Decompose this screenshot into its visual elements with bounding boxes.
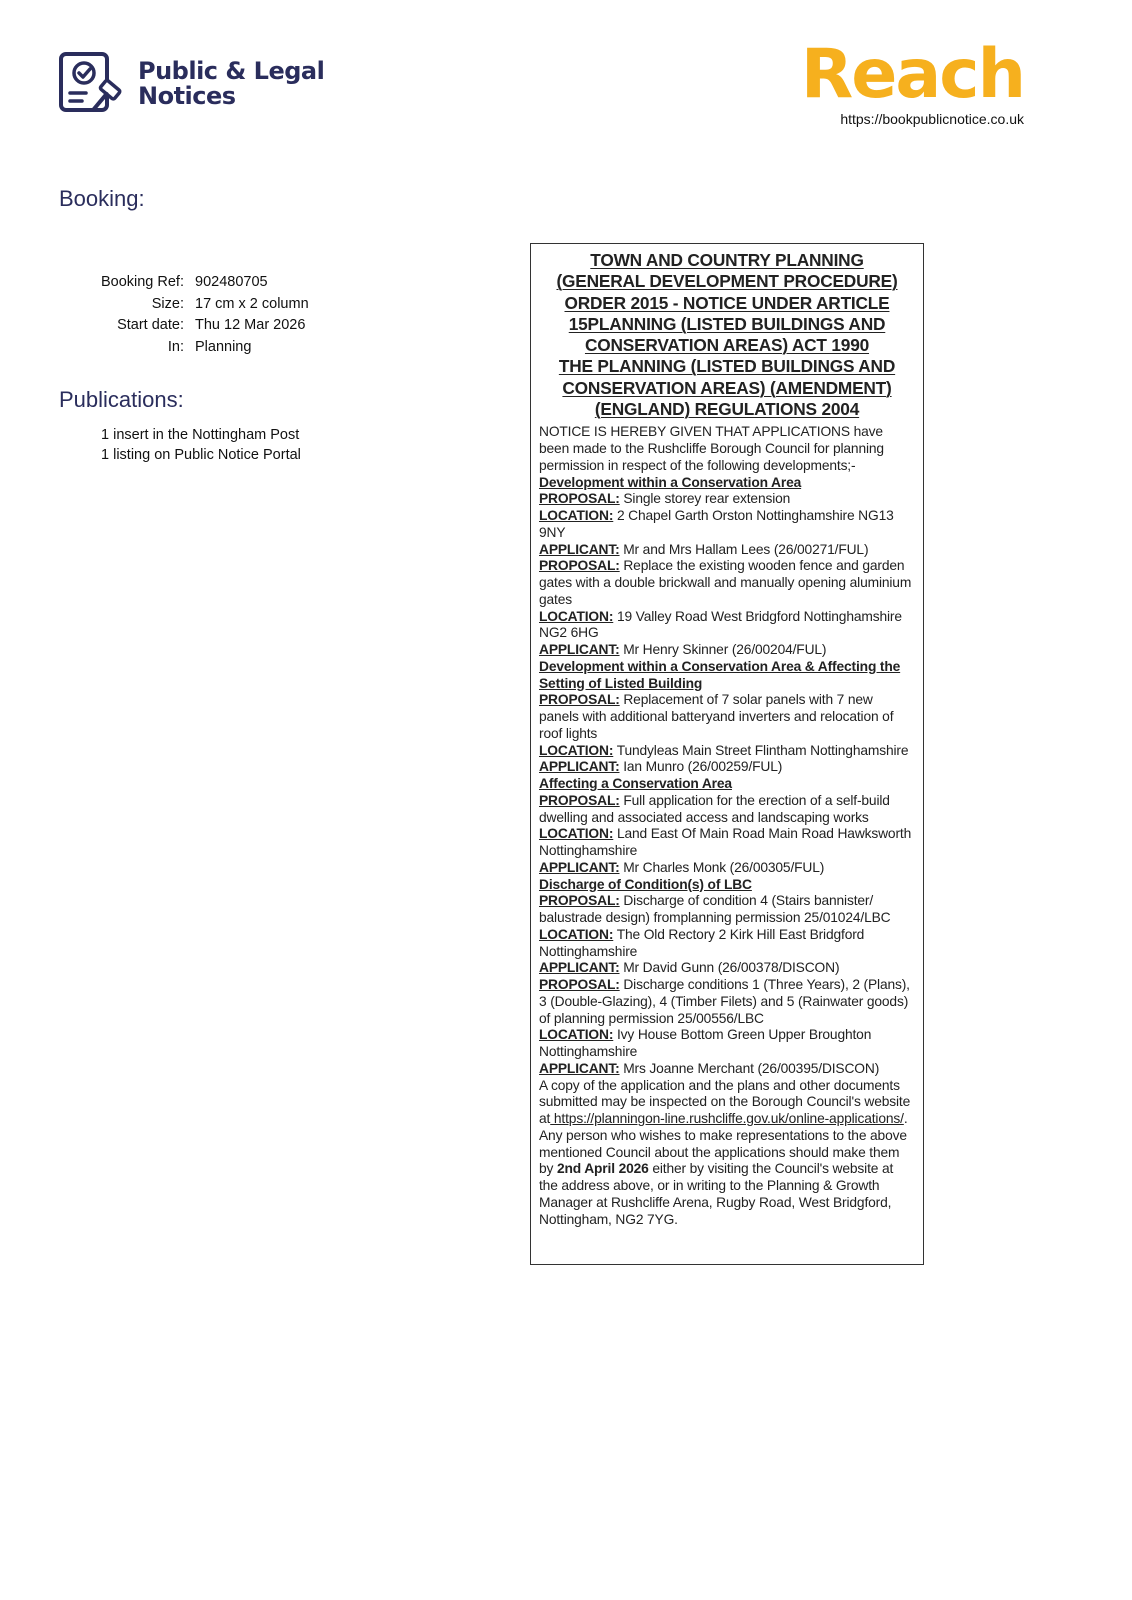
copy-text: A copy of the application and the plans and other documents submitted may be inspected on the Borough Council's website at xyxy=(539,1077,911,1127)
location-label: LOCATION: xyxy=(539,1027,614,1043)
proposal-text: Discharge of condition 4 (Stairs bannister/ balustrade design) fromplanning permission 25/01024/LBC xyxy=(539,893,891,926)
location-label: LOCATION: xyxy=(539,608,614,624)
in-row xyxy=(78,337,309,359)
checklist-gavel-icon xyxy=(58,51,126,117)
proposal-text: Full application for the erection of a self-build dwelling and associated access and landscaping works xyxy=(539,792,890,825)
notice-title xyxy=(539,250,915,420)
applicant-label: APPLICANT: xyxy=(539,642,620,658)
section-heading: Affecting a Conservation Area xyxy=(539,776,732,792)
proposal-text: Single storey rear extension xyxy=(623,491,791,507)
applicant-text: Mr and Mrs Hallam Lees (26/00271/FUL) xyxy=(623,541,869,557)
in-label: In: xyxy=(167,338,184,355)
title-line: ORDER 2015 - NOTICE UNDER ARTICLE xyxy=(564,292,890,313)
section-heading: Development within a Conservation Area & Affecting the Setting of Listed Building xyxy=(539,658,901,691)
proposal-label: PROPOSAL: xyxy=(539,558,620,574)
reach-brand-logo: Reach xyxy=(800,35,1024,114)
applicant-text: Mr Henry Skinner (26/00204/FUL) xyxy=(623,642,827,658)
applicant-text: Ian Munro (26/00259/FUL) xyxy=(623,759,783,775)
location-text: Land East Of Main Road Main Road Hawksworth Nottinghamshire xyxy=(539,826,912,859)
location-text: 19 Valley Road West Bridgford Nottinghamshire NG2 6HG xyxy=(539,608,902,641)
logo-line-2: Notices xyxy=(138,82,236,110)
start-date-value: Thu 12 Mar 2026 xyxy=(195,317,306,333)
start-date-row xyxy=(78,315,309,337)
proposal-label: PROPOSAL: xyxy=(539,692,620,708)
title-line: CONSERVATION AREAS) (AMENDMENT) xyxy=(562,377,892,398)
proposal-label: PROPOSAL: xyxy=(539,491,620,507)
booking-ref-value: 902480705 xyxy=(195,274,268,290)
public-legal-notices-logo xyxy=(58,48,328,120)
title-line: (GENERAL DEVELOPMENT PROCEDURE) xyxy=(556,271,898,292)
applicant-text: Mr David Gunn (26/00378/DISCON) xyxy=(623,960,840,976)
planning-notice xyxy=(530,243,924,1265)
section-heading: Development within a Conservation Area xyxy=(539,474,802,490)
title-line: (ENGLAND) REGULATIONS 2004 xyxy=(594,399,860,420)
location-text: 2 Chapel Garth Orston Nottinghamshire NG13 9NY xyxy=(539,508,894,540)
proposal-text: Replacement of 7 solar panels with 7 new panels with additional batteryand inverters and relocation of roof lights xyxy=(539,692,894,741)
size-label: Size: xyxy=(151,295,184,312)
notice-body xyxy=(539,424,915,1228)
proposal-label: PROPOSAL: xyxy=(539,977,620,993)
publication-item: 1 listing on Public Notice Portal xyxy=(101,447,301,463)
applicant-text: Mr Charles Monk (26/00305/FUL) xyxy=(623,859,825,875)
applicant-label: APPLICANT: xyxy=(539,859,620,875)
representations-text: Any person who wishes to make representations to the above mentioned Council about the applications should make them by xyxy=(539,1127,907,1177)
title-line: TOWN AND COUNTRY PLANNING xyxy=(590,250,864,270)
planning-website-link[interactable]: https://planningon-line.rushcliffe.gov.uk/online-applications/ xyxy=(550,1111,904,1127)
publications-list xyxy=(101,425,301,465)
title-line: 15PLANNING (LISTED BUILDINGS AND xyxy=(568,313,886,334)
location-text: Tundyleas Main Street Flintham Nottinghamshire xyxy=(616,742,909,758)
location-label: LOCATION: xyxy=(539,742,614,758)
proposal-text: Discharge conditions 1 (Three Years), 2 (Plans), 3 (Double-Glazing), 4 (Timber Filets) and 5 (Rainwater goods) of planning permission 25/00556/LBC xyxy=(539,977,910,1026)
location-label: LOCATION: xyxy=(539,826,614,842)
location-text: The Old Rectory 2 Kirk Hill East Bridgford Nottinghamshire xyxy=(539,926,865,959)
title-line: CONSERVATION AREAS) ACT 1990 xyxy=(584,335,870,356)
applicant-label: APPLICANT: xyxy=(539,541,620,557)
site-url: https://bookpublicnotice.co.uk xyxy=(840,111,1024,127)
publications-heading: Publications: xyxy=(59,387,184,412)
applicant-label: APPLICANT: xyxy=(539,960,620,976)
logo-line-1: Public & Legal xyxy=(138,57,325,85)
booking-details xyxy=(78,272,309,358)
representations-text-end: either by visiting the Council's website at the address above, or in writing to the Planning & Growth Manager at Rushcliffe Arena, Rugby Road, West Bridgford, Nottingham, NG2 7YG. xyxy=(539,1161,894,1227)
applicant-label: APPLICANT: xyxy=(539,1060,620,1076)
booking-ref-label: Booking Ref: xyxy=(100,274,184,290)
section-heading: Discharge of Condition(s) of LBC xyxy=(539,876,752,892)
applicant-text: Mrs Joanne Merchant (26/00395/DISCON) xyxy=(623,1060,880,1076)
booking-ref-row xyxy=(78,272,309,294)
proposal-label: PROPOSAL: xyxy=(539,792,620,808)
copy-end: . xyxy=(903,1111,908,1127)
in-value: Planning xyxy=(195,338,252,355)
size-value: 17 cm x 2 column xyxy=(195,295,309,312)
booking-heading: Booking: xyxy=(59,186,145,211)
location-label: LOCATION: xyxy=(539,508,614,524)
proposal-label: PROPOSAL: xyxy=(539,893,620,909)
publication-item: 1 insert in the Nottingham Post xyxy=(101,427,300,443)
location-text: Ivy House Bottom Green Upper Broughton Nottinghamshire xyxy=(539,1027,872,1060)
deadline-date: 2nd April 2026 xyxy=(556,1161,649,1177)
title-line: THE PLANNING (LISTED BUILDINGS AND xyxy=(558,356,896,377)
notice-intro: NOTICE IS HEREBY GIVEN THAT APPLICATIONS have been made to the Rushcliffe Borough Council for planning permission in respect of the following developments;- xyxy=(539,424,884,473)
applicant-label: APPLICANT: xyxy=(539,759,620,775)
proposal-text: Replace the existing wooden fence and garden gates with a double brickwall and manually opening aluminium gates xyxy=(539,558,912,607)
size-row xyxy=(78,294,309,316)
location-label: LOCATION: xyxy=(539,926,614,942)
start-date-label: Start date: xyxy=(117,317,184,333)
